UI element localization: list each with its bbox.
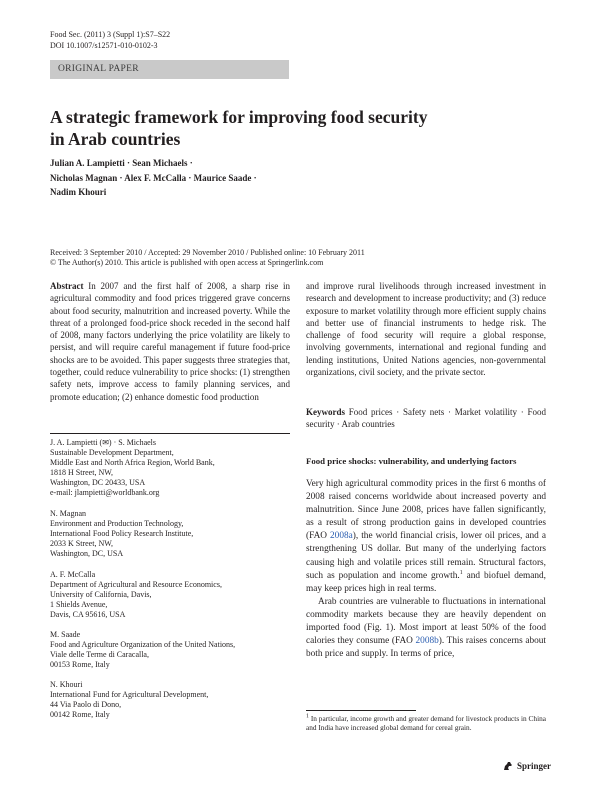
aff-line: Middle East and North Africa Region, World Bank, [50,458,215,468]
aff-line: 00142 Rome, Italy [50,710,110,720]
p1-text-c: and biofuel demand, may keep prices high in real terms. [306,570,547,594]
keywords [306,406,546,431]
keywords-label: Keywords [306,407,345,417]
affiliation-khouri [50,680,290,720]
email-link[interactable]: e-mail: jlampietti@worldbank.org [50,488,160,498]
publisher-logo [502,760,551,772]
aff-line: Department of Agricultural and Resource Economics, [50,580,222,590]
abstract [50,280,290,403]
aff-line: M. Saade [50,630,81,639]
doi-line: DOI 10.1007/s12571-010-0102-3 [50,41,158,50]
aff-line: Washington, DC, USA [50,549,124,559]
affiliation-magnan [50,509,290,559]
section-body [306,478,546,661]
aff-line: University of California, Davis, [50,590,152,600]
p2-text-a: Arab countries are vulnerable to fluctuations in international commodity markets because they are heavily dependent on imported food (Fig. 1). Most import at least 50% of the food calories they consume (FAO [306,596,546,647]
aff-line: Viale delle Terme di Caracalla, [50,650,149,660]
journal-citation [50,29,170,51]
author-line: Julian A. Lampietti · Sean Michaels · [50,158,193,168]
abstract-continued-text: and improve rural livelihoods through increased investment in research and development to increase productivity; and (3) reduce exposure to market volatility through more efficient supply chains and better use of financial instruments to hedge risk. The challenge of food security will require a global response, involving governments, international and regional funding and lending institutions, United Nations agencies, non-governmental organizations, civil society, and the private sector. [306,281,546,378]
aff-line: J. A. Lampietti (✉) · S. Michaels [50,438,157,447]
publisher-name: Springer [517,761,552,771]
aff-line: Sustainable Development Department, [50,448,174,458]
citation-link[interactable]: 2008b [415,636,439,647]
p2-text-b: ). This raises concerns about both price and supply. In terms of price, [306,636,546,660]
aff-line: N. Khouri [50,680,83,689]
author-line: Nicholas Magnan · Alex F. McCalla · Maurice Saade · [50,172,257,183]
paragraph-2 [306,596,546,661]
title-line: A strategic framework for improving food security [50,107,428,127]
keywords-text: Food prices · Safety nets · Market volatility · Food security · Arab countries [306,407,547,430]
footnote [306,714,546,733]
section-heading: Food price shocks: vulnerability, and underlying factors [306,456,517,466]
article-type-label: ORIGINAL PAPER [58,64,139,74]
publication-dates [50,248,550,268]
p1-text-b: ), the world financial crisis, lower oil prices, and a strengthening US dollar. But many of the underlying factors causing high and volatile prices still remain. Structural factors, such as population and income growth. [306,531,546,581]
abstract-text: In 2007 and the first half of 2008, a sharp rise in agricultural commodity and food prices triggered grave concerns about food security, malnutrition and increased poverty. While the threat of a prolonged food-price shock receded in the second half of 2008, many factors underlying the price volatility are likely to persist, and will require careful management if future food-price shocks are to be avoided. This paper suggests three strategies that, together, could reduce vulnerability to price shocks: (1) strengthen safety nets, improve access to family planning services, and promote education; (2) enhance domestic food production [50,281,290,402]
dates-line: Received: 3 September 2010 / Accepted: 29 November 2010 / Published online: 10 February 2011 [50,248,365,257]
aff-line: Food and Agriculture Organization of the United Nations, [50,640,236,650]
aff-line: 00153 Rome, Italy [50,660,110,670]
affiliation-divider [50,433,290,434]
paragraph-1 [306,478,546,596]
footnote-mark: 1 [306,713,309,720]
aff-line: 44 Via Paolo di Dono, [50,700,122,710]
abstract-label: Abstract [50,281,84,291]
article-title [50,106,490,150]
aff-line: N. Magnan [50,509,86,518]
aff-line: International Fund for Agricultural Development, [50,690,209,700]
footnote-text: In particular, income growth and greater demand for livestock products in China and India have increased global demand for cereal grain. [306,714,546,733]
copyright-line: © The Author(s) 2010. This article is published with open access at Springerlink.com [50,258,324,267]
aff-line: Davis, CA 95616, USA [50,610,126,620]
p1-text-a: Very high agricultural commodity prices in the first 6 months of 2008 raised concerns worldwide about increased poverty and malnutrition. Since June 2008, prices have fallen significantly, as a result of strong production gains in developed countries (FAO [306,479,546,542]
citation-link[interactable]: 2008a [330,531,353,542]
aff-line: 1 Shields Avenue, [50,600,108,610]
abstract-continued [306,280,546,378]
aff-line: International Food Policy Research Institute, [50,529,194,539]
title-line: in Arab countries [50,129,181,149]
aff-line: 2033 K Street, NW, [50,539,114,549]
aff-line: 1818 H Street, NW, [50,468,114,478]
aff-line: Environment and Production Technology, [50,519,184,529]
footnote-divider [306,710,416,711]
author-list [50,156,310,200]
aff-line: A. F. McCalla [50,570,96,579]
article-type-banner [50,60,289,79]
affiliation-mccalla [50,570,290,620]
journal-line: Food Sec. (2011) 3 (Suppl 1):S7–S22 [50,30,171,39]
affiliation-saade [50,630,290,670]
footnote-ref[interactable]: 1 [459,569,463,576]
springer-horse-icon [502,760,514,772]
author-line: Nadim Khouri [50,187,107,197]
aff-line: Washington, DC 20433, USA [50,478,146,488]
affiliation-lampietti [50,438,290,499]
